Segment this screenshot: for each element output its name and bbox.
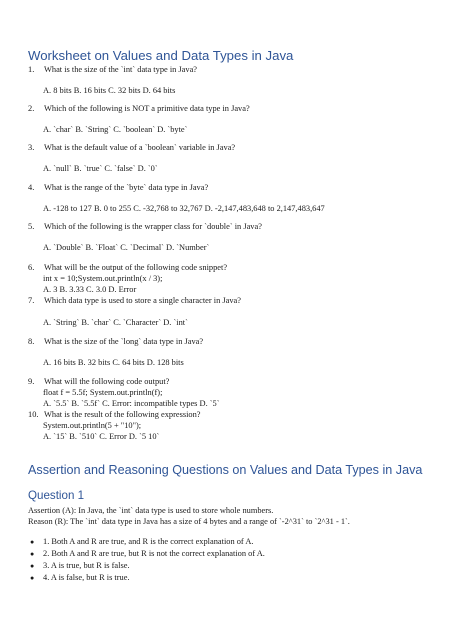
code-snippet-9: float f = 5.5f; System.out.println(f); — [43, 388, 163, 397]
question-heading: Question 1 — [28, 489, 85, 502]
option-item — [30, 560, 130, 572]
question-3 — [28, 142, 235, 153]
option-text: 1. Both A and R are true, and R is the correct explanation of A. — [43, 537, 254, 546]
option-item — [30, 536, 254, 548]
question-text: What is the default value of a `boolean` variable in Java? — [44, 143, 236, 152]
question-number: 8. — [28, 337, 35, 346]
question-6 — [28, 262, 227, 273]
question-number: 5. — [28, 222, 35, 231]
option-text: 2. Both A and R are true, but R is not the correct explanation of A. — [43, 549, 265, 558]
answer-options-2: A. `char` B. `String` C. `boolean` D. `byte` — [43, 125, 188, 134]
code-snippet-6: int x = 10;System.out.println(x / 3); — [43, 274, 163, 283]
question-number: 9. — [28, 377, 35, 386]
question-text: Which data type is used to store a single character in Java? — [44, 296, 241, 305]
question-text: Which of the following is NOT a primitive data type in Java? — [44, 104, 250, 113]
question-number: 6. — [28, 263, 35, 272]
question-number: 4. — [28, 183, 35, 192]
question-7 — [28, 295, 241, 306]
question-text: Which of the following is the wrapper class for `double` in Java? — [44, 222, 262, 231]
answer-options-10: A. `15` B. `510` C. Error D. `5 10` — [43, 432, 160, 441]
option-item — [30, 572, 130, 584]
question-8 — [28, 336, 203, 347]
question-4 — [28, 182, 208, 193]
question-text: What is the size of the `long` data type in Java? — [44, 337, 204, 346]
bullet-icon: ● — [30, 562, 35, 570]
answer-options-8: A. 16 bits B. 32 bits C. 64 bits D. 128 bits — [43, 358, 184, 367]
question-text: What is the size of the `int` data type in Java? — [44, 65, 198, 74]
answer-options-9: A. `5.5` B. `5.5f` C. Error: incompatible types D. `5` — [43, 399, 220, 408]
question-text: What will be the output of the following code snippet? — [44, 263, 228, 272]
question-number: 1. — [28, 65, 35, 74]
assertion-text: Assertion (A): In Java, the `int` data type is used to store whole numbers. — [28, 506, 274, 515]
question-number: 3. — [28, 143, 35, 152]
option-text: 4. A is false, but R is true. — [43, 573, 130, 582]
answer-options-7: A. `String` B. `char` C. `Character` D. `int` — [43, 318, 188, 327]
question-text: What is the result of the following expression? — [44, 410, 201, 419]
question-1 — [28, 64, 197, 75]
question-text: What will the following code output? — [44, 377, 170, 386]
question-text: What is the range of the `byte` data type in Java? — [44, 183, 209, 192]
option-item — [30, 548, 265, 560]
bullet-icon: ● — [30, 538, 35, 546]
answer-options-4: A. -128 to 127 B. 0 to 255 C. -32,768 to 32,767 D. -2,147,483,648 to 2,147,483,647 — [43, 204, 325, 213]
question-2 — [28, 103, 250, 114]
answer-options-6: A. 3 B. 3.33 C. 3.0 D. Error — [43, 285, 137, 294]
option-text: 3. A is true, but R is false. — [43, 561, 130, 570]
answer-options-3: A. `null` B. `true` C. `false` D. `0` — [43, 164, 158, 173]
bullet-icon: ● — [30, 574, 35, 582]
question-number: 10. — [28, 410, 39, 419]
answer-options-5: A. `Double` B. `Float` C. `Decimal` D. `Number` — [43, 243, 210, 252]
code-snippet-10: System.out.println(5 + "10"); — [43, 421, 142, 430]
question-number: 7. — [28, 296, 35, 305]
worksheet-title: Worksheet on Values and Data Types in Java — [28, 48, 294, 63]
question-10 — [28, 409, 201, 420]
question-9 — [28, 376, 169, 387]
question-5 — [28, 221, 262, 232]
reason-text: Reason (R): The `int` data type in Java has a size of 4 bytes and a range of `-2^31` to `2^31 - 1`. — [28, 517, 350, 526]
answer-options-1: A. 8 bits B. 16 bits C. 32 bits D. 64 bits — [43, 86, 176, 95]
section-heading: Assertion and Reasoning Questions on Values and Data Types in Java — [28, 463, 423, 477]
question-number: 2. — [28, 104, 35, 113]
bullet-icon: ● — [30, 550, 35, 558]
